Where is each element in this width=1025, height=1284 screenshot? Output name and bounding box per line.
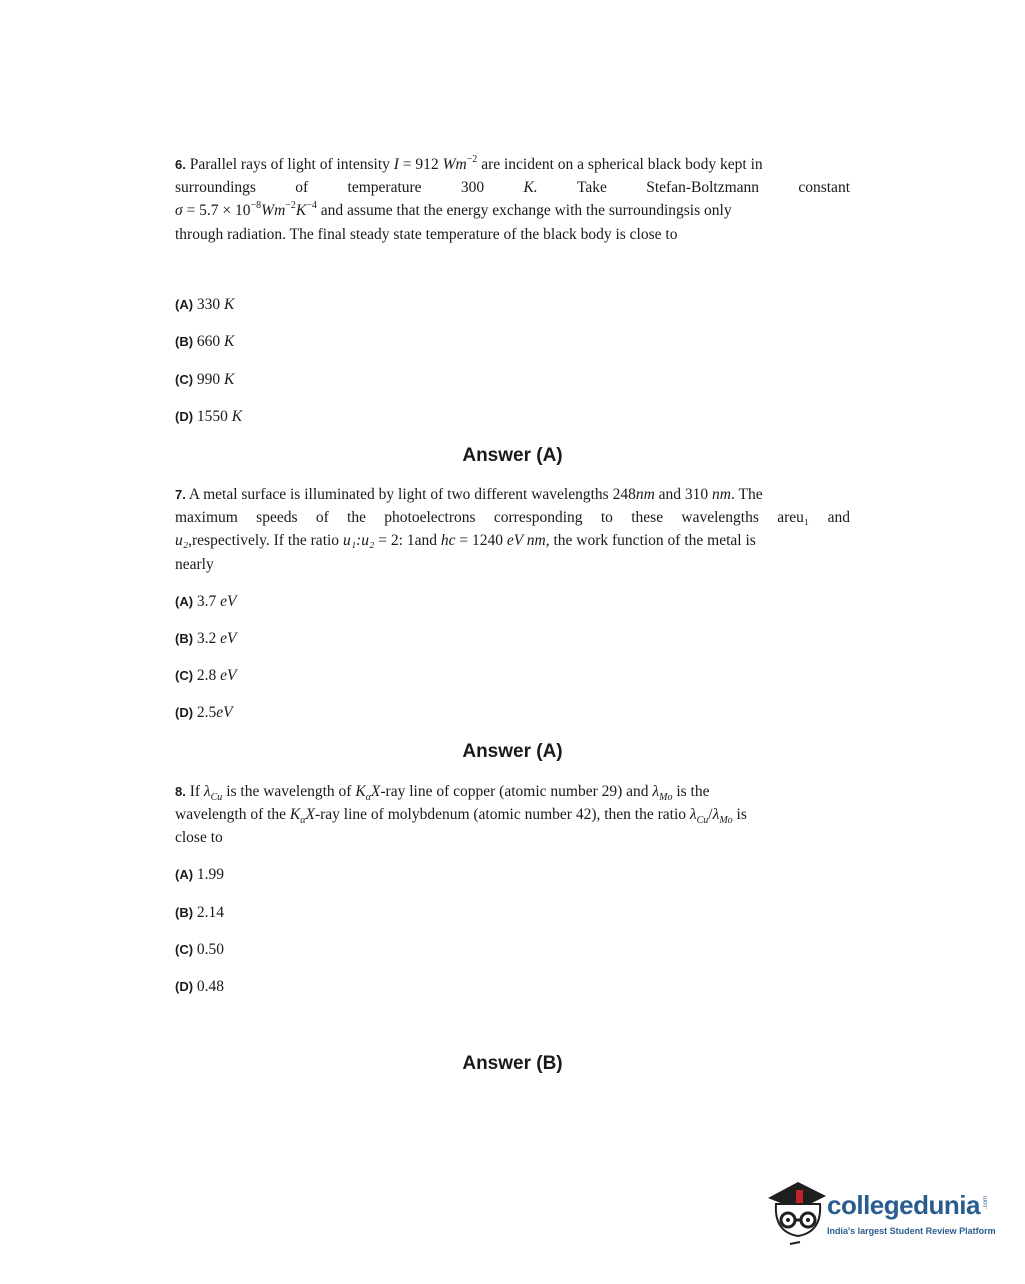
q7-option-c: (C) 2.8 eV	[175, 667, 237, 684]
brand-name: collegedunia	[827, 1190, 980, 1220]
question-7	[175, 483, 850, 576]
q6-number: 6.	[175, 157, 186, 172]
q7-line-1: 7. A metal surface is illuminated by light of two different wavelengths 248nm and 310 nm. The	[175, 486, 763, 503]
q6-option-d: (D) 1550 K	[175, 408, 243, 425]
q8-option-d: (D) 0.48	[175, 978, 225, 995]
q7-answer: Answer (A)	[462, 741, 563, 762]
question-6	[175, 153, 850, 246]
q6-option-b: (B) 660 K	[175, 333, 235, 350]
q8-line-1: 8. If $\lambda_{Cu}$ is the wavelength of $K_\alpha X$-ray line of copper (atomic number 29) and $\lambda_{Mo}$ is the	[175, 783, 710, 804]
q8-option-b: (B) 2.14	[175, 904, 225, 921]
q6-option-a: (A) 330 K	[175, 296, 235, 313]
q6-line-4: through radiation. The final steady state temperature of the black body is close to	[175, 225, 678, 243]
q7-option-d: (D) 2.5eV	[175, 704, 233, 721]
q6-option-c: (C) 990 K	[175, 371, 235, 388]
q6-line-2: surroundings of temperature 300 K. Take Stefan-Boltzmann constant	[175, 179, 850, 197]
q7-line-3: u₂,respectively. If the ratio u₁:u₂ = 2: 1and hc = 1240 eV nm, the work function of the metal is	[175, 532, 756, 550]
q8-number: 8.	[175, 784, 186, 799]
q8-option-c: (C) 0.50	[175, 941, 225, 958]
q7-line-2: maximum speeds of the photoelectrons corresponding to these wavelengths areu₁ and	[175, 509, 850, 527]
q8-answer: Answer (B)	[462, 1053, 563, 1074]
question-8	[175, 780, 850, 850]
q7-line-4: nearly	[175, 555, 214, 573]
q6-line-3: $\sigma = 5.7 \times 10^{-8}Wm^{-2}K^{-4}$ and assume that the energy exchange with the surroundingsis only	[175, 200, 732, 220]
q8-line-2: wavelength of the $K_\alpha X$-ray line of molybdenum (atomic number 42), then the ratio $\lambda_{Cu}/\lambda_{Mo}$ is	[175, 806, 747, 827]
q6-answer: Answer (A)	[462, 445, 563, 466]
q7-number: 7.	[175, 487, 186, 502]
q8-option-a: (A) 1.99	[175, 866, 225, 883]
q7-option-a: (A) 3.7 eV	[175, 593, 237, 610]
q8-line-3: close to	[175, 829, 223, 847]
q6-line-1: 6. Parallel rays of light of intensity I = 912 $Wm^{-2}$ are incident on a spherical black body kept in	[175, 153, 763, 173]
brand-tagline: India's largest Student Review Platform	[827, 1226, 996, 1236]
q7-option-b: (B) 3.2 eV	[175, 630, 237, 647]
brand-dotcom: .com	[983, 1196, 989, 1210]
